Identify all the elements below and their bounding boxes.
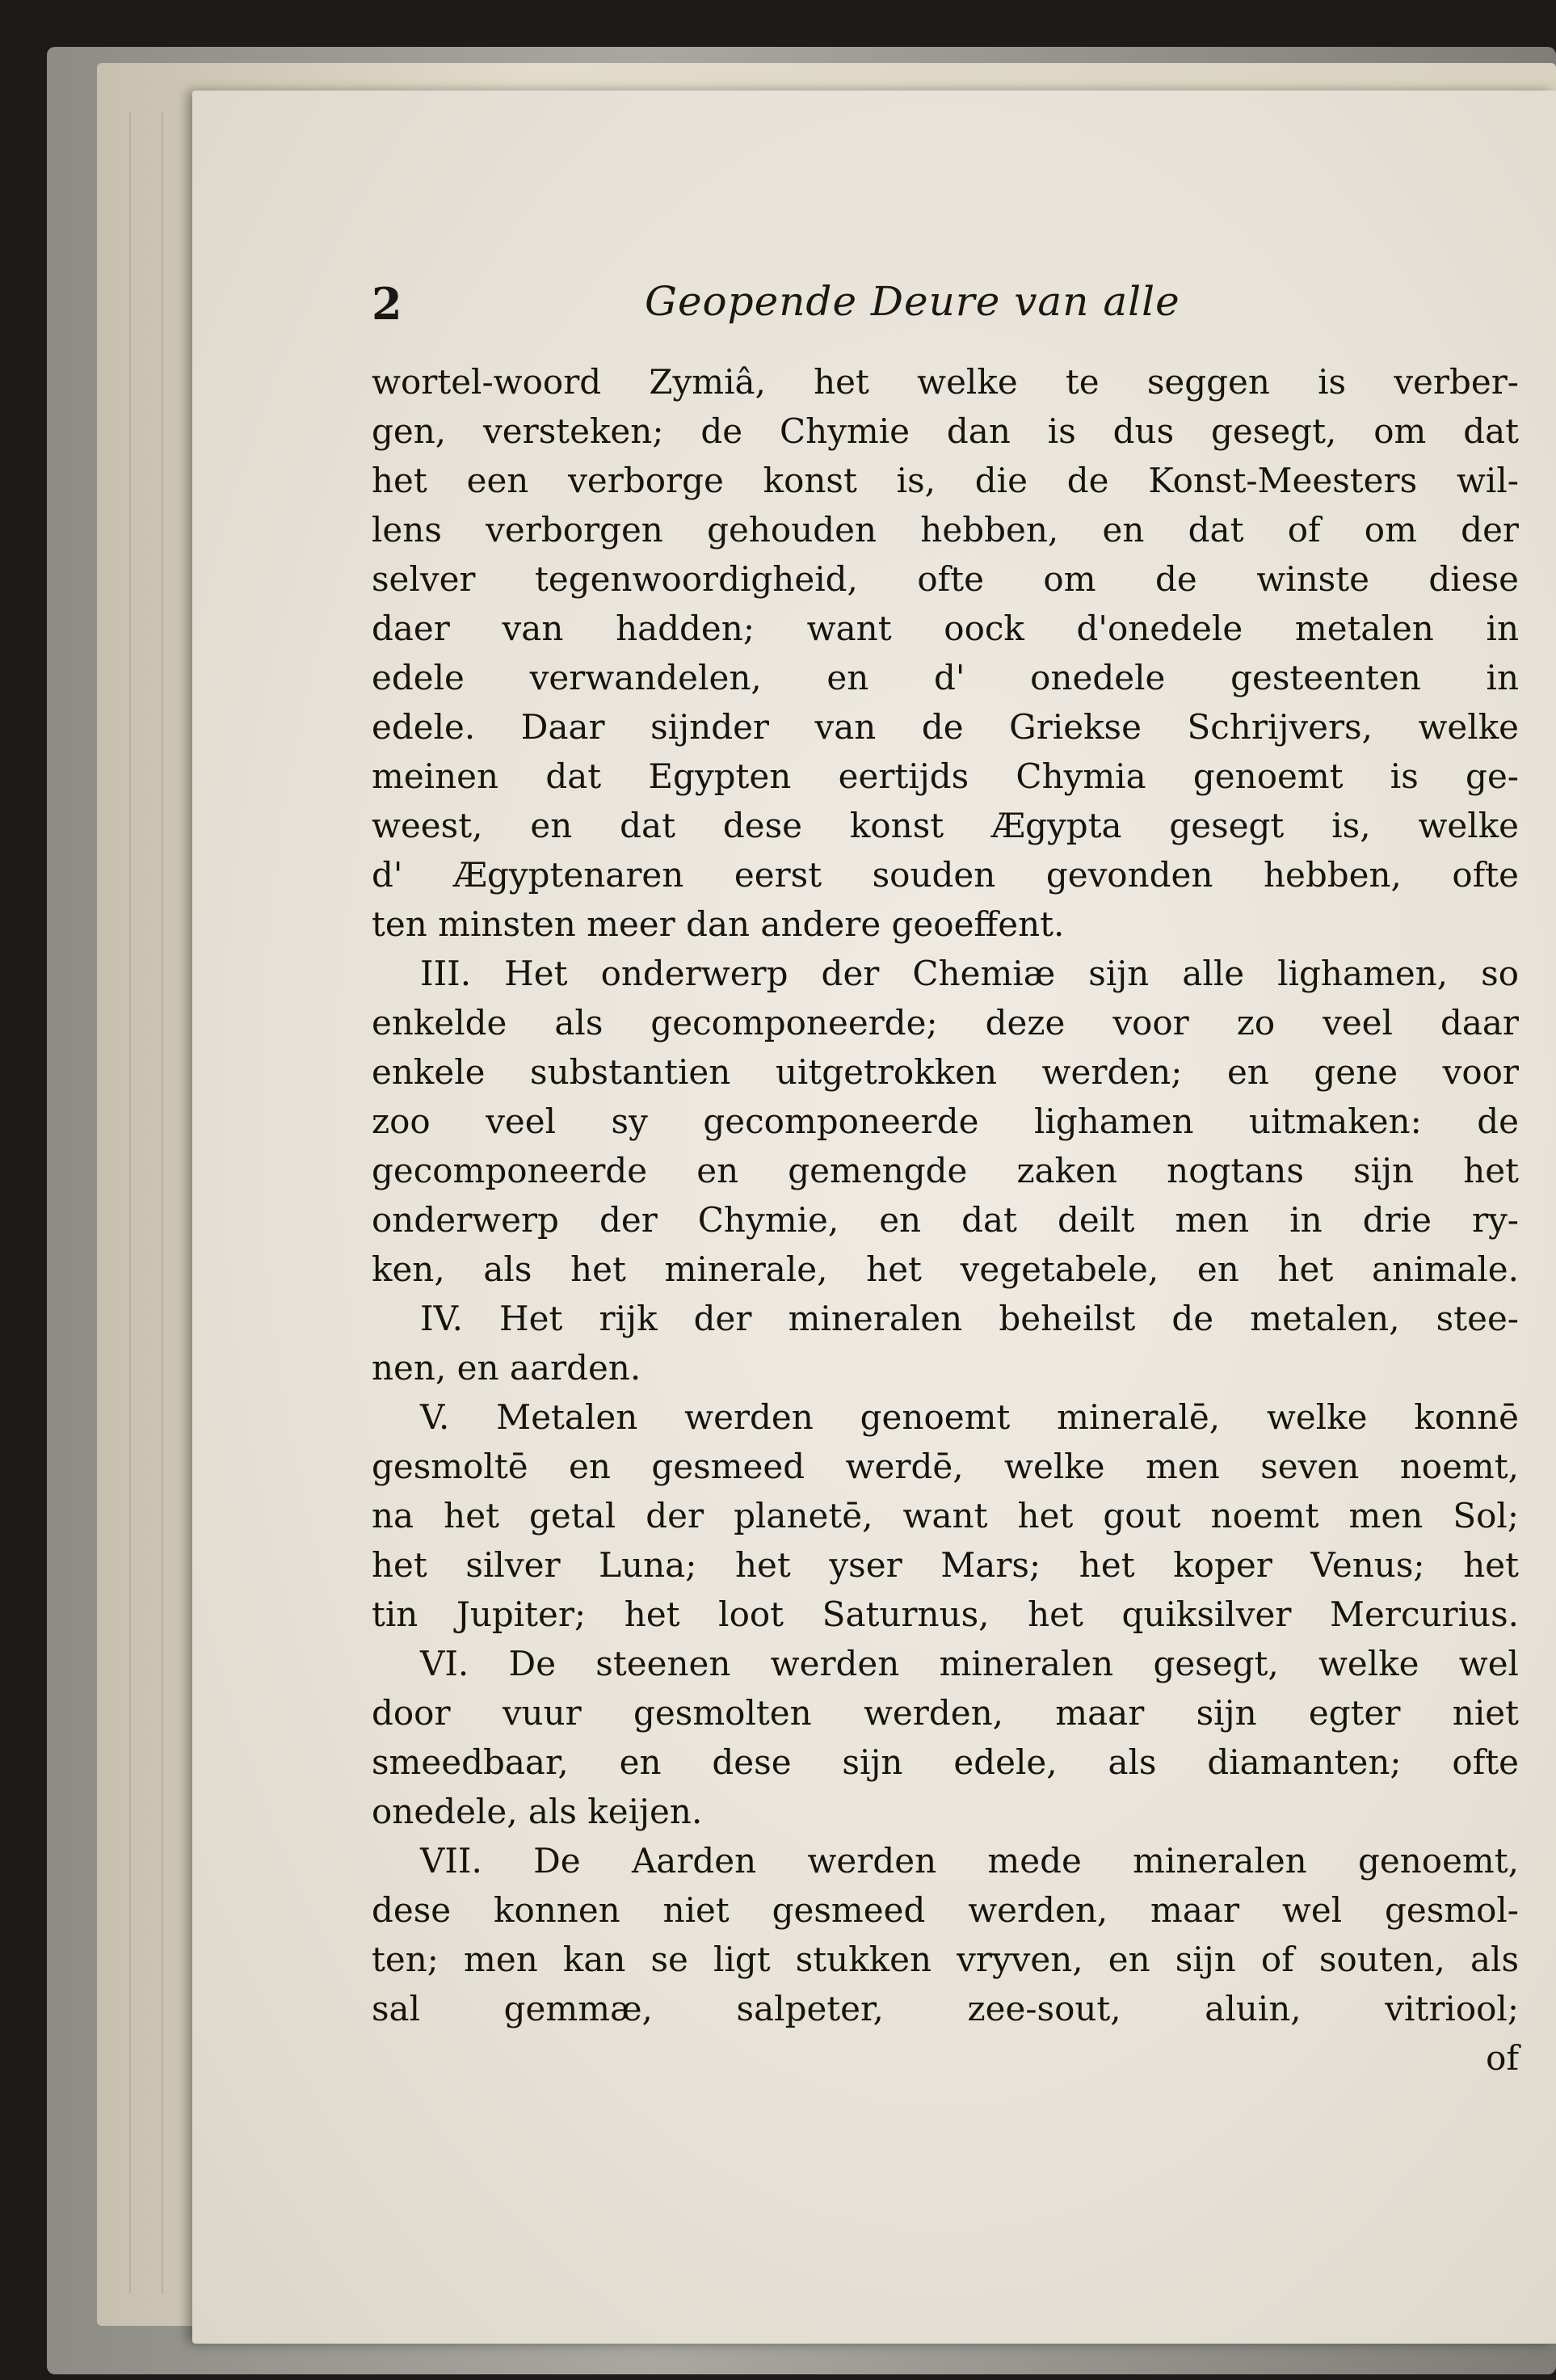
text-line: nen, en aarden. bbox=[372, 1348, 641, 1388]
page-number: 2 bbox=[372, 278, 402, 330]
text-line: wortel-woord Zymiâ, het welke te seggen is verber- bbox=[372, 362, 1519, 402]
catchword: of bbox=[1486, 2038, 1519, 2078]
text-line: zoo veel sy gecomponeerde lighamen uitmaken: de bbox=[372, 1102, 1519, 1141]
running-head: Geopende Deure van alle bbox=[645, 278, 1180, 325]
book-page bbox=[192, 91, 1556, 2344]
text-line: enkele substantien uitgetrokken werden; en gene voor bbox=[372, 1052, 1519, 1092]
text-line: gecomponeerde en gemengde zaken nogtans sijn het bbox=[372, 1151, 1519, 1190]
text-line: tin Jupiter; het loot Saturnus, het quiksilver Mercurius. bbox=[372, 1594, 1519, 1634]
text-line: door vuur gesmolten werden, maar sijn egter niet bbox=[372, 1693, 1519, 1733]
text-line: ten; men kan se ligt stukken vryven, en sijn of souten, als bbox=[372, 1940, 1519, 1979]
text-line: smeedbaar, en dese sijn edele, als diamanten; ofte bbox=[372, 1742, 1519, 1782]
page-header bbox=[192, 278, 1556, 335]
text-line: gen, versteken; de Chymie dan is dus gesegt, om dat bbox=[372, 411, 1519, 451]
text-line: IV. Het rijk der mineralen beheilst de metalen, stee- bbox=[420, 1299, 1519, 1338]
text-line: dese konnen niet gesmeed werden, maar wel gesmol- bbox=[372, 1890, 1519, 1930]
text-line: III. Het onderwerp der Chemiæ sijn alle lighamen, so bbox=[420, 954, 1519, 993]
text-line: ten minsten meer dan andere geoeffent. bbox=[372, 904, 1065, 944]
text-line: gesmoltē en gesmeed werdē, welke men seven noemt, bbox=[372, 1447, 1519, 1486]
text-line: enkelde als gecomponeerde; deze voor zo veel daar bbox=[372, 1003, 1519, 1043]
text-line: onedele, als keijen. bbox=[372, 1792, 703, 1831]
text-line: VII. De Aarden werden mede mineralen genoemt, bbox=[420, 1841, 1519, 1881]
text-line: ken, als het minerale, het vegetabele, en het animale. bbox=[372, 1249, 1519, 1289]
text-line: meinen dat Egypten eertijds Chymia genoemt is ge- bbox=[372, 756, 1519, 796]
text-line: onderwerp der Chymie, en dat deilt men in drie ry- bbox=[372, 1200, 1519, 1240]
text-line: selver tegenwoordigheid, ofte om de winste diese bbox=[372, 559, 1519, 599]
text-line: d' Ægyptenaren eerst souden gevonden hebben, ofte bbox=[372, 855, 1519, 895]
text-line: edele verwandelen, en d' onedele gesteenten in bbox=[372, 658, 1519, 697]
body-text bbox=[372, 357, 1519, 2083]
text-line: VI. De steenen werden mineralen gesegt, welke wel bbox=[420, 1644, 1519, 1683]
text-line: na het getal der planetē, want het gout noemt men Sol; bbox=[372, 1496, 1519, 1535]
text-line: edele. Daar sijnder van de Griekse Schrijvers, welke bbox=[372, 707, 1519, 747]
text-line: sal gemmæ, salpeter, zee-sout, aluin, vitriool; bbox=[372, 1989, 1519, 2028]
text-line: weest, en dat dese konst Ægypta gesegt is, welke bbox=[372, 806, 1519, 845]
text-line: het een verborge konst is, die de Konst-Meesters wil- bbox=[372, 461, 1519, 500]
text-line: V. Metalen werden genoemt mineralē, welke konnē bbox=[420, 1397, 1519, 1437]
text-line: daer van hadden; want oock d'onedele metalen in bbox=[372, 609, 1519, 648]
text-line: lens verborgen gehouden hebben, en dat of om der bbox=[372, 510, 1519, 550]
text-line: het silver Luna; het yser Mars; het koper Venus; het bbox=[372, 1545, 1519, 1585]
